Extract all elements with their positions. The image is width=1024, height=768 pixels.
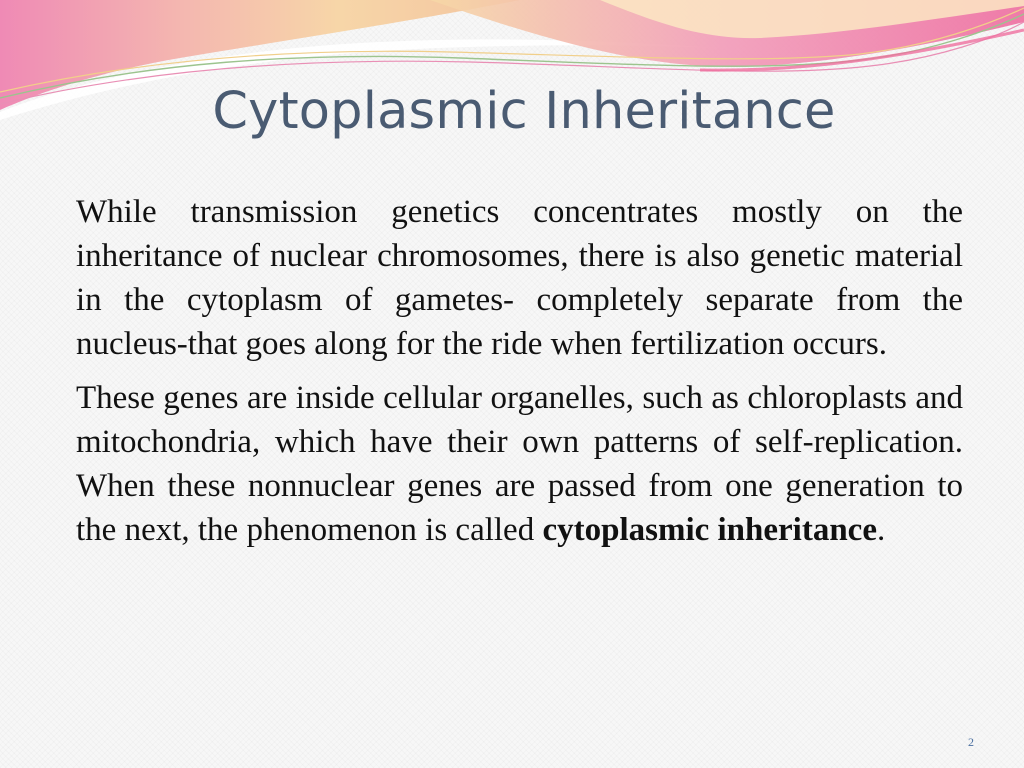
slide-title: Cytoplasmic Inheritance bbox=[212, 82, 836, 141]
page-number: 2 bbox=[968, 735, 974, 749]
paragraph-2 bbox=[76, 376, 963, 552]
paragraph-2-text: These genes are inside cellular organelles, such as chloroplasts and mitochondria, which have their own patterns of self-replication. When these nonnuclear genes are passed from one generation to the next, the phenomenon is called bbox=[76, 380, 963, 548]
paragraph-2-end: . bbox=[876, 512, 886, 548]
bold-term: cytoplasmic inheritance bbox=[542, 512, 877, 548]
slide-body bbox=[76, 190, 963, 562]
paragraph-1: While transmission genetics concentrates mostly on the inheritance of nuclear chromosomes, there is also genetic material in the cytoplasm of gametes- completely separate from the nucleus-that goes along for the ride when fertilization occurs. bbox=[76, 194, 963, 362]
